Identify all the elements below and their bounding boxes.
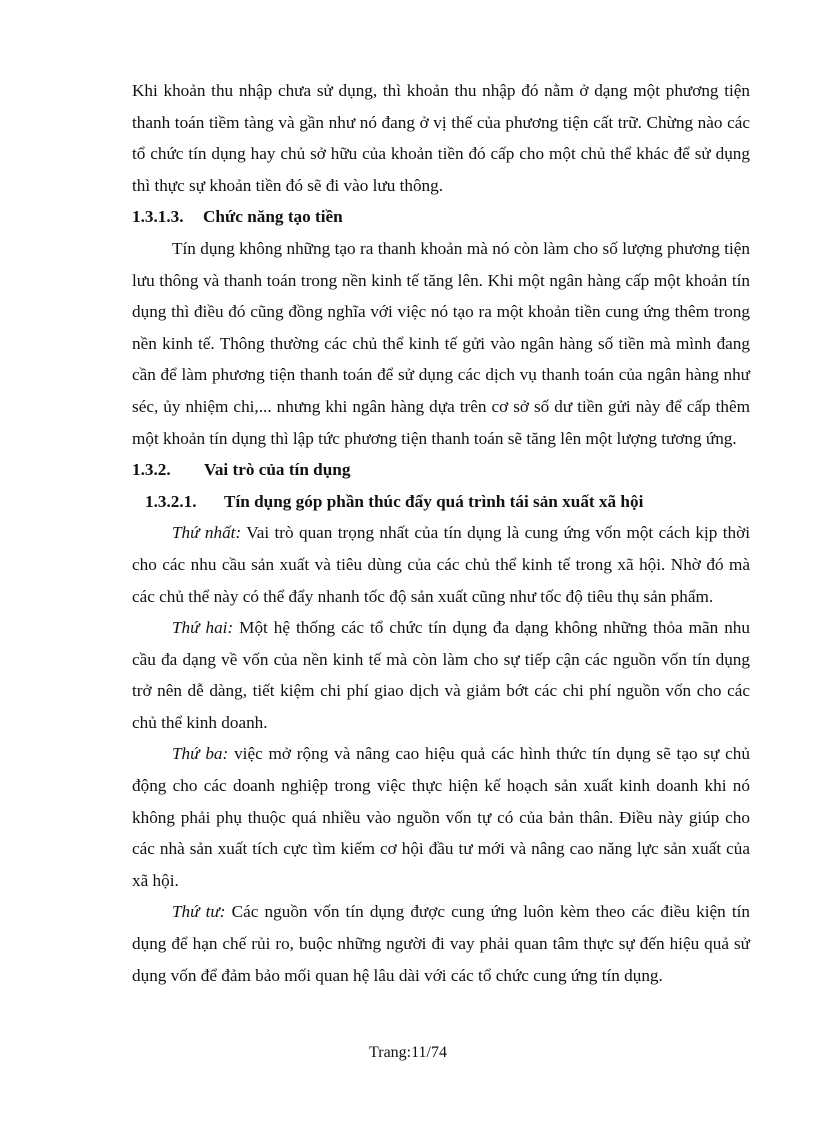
paragraph-lead: Thứ ba: — [172, 744, 229, 764]
section-title: Chức năng tạo tiền — [203, 207, 343, 227]
section-title: Vai trò của tín dụng — [204, 460, 351, 480]
paragraph-second-role — [132, 612, 750, 738]
paragraph-first-role — [132, 517, 750, 612]
section-number: 1.3.2. — [132, 460, 171, 480]
paragraph-text: việc mở rộng và nâng cao hiệu quả các hình thức tín dụng sẽ tạo sự chủ động cho các doanh nghiệp trong việc thực hiện kế hoạch sản xuất kinh doanh khi nó không phải phụ thuộc quá nhiều vào nguồn vốn tự có của bản thân. Điều này giúp cho các nhà sản xuất tích cực tìm kiếm cơ hội đầu tư mới và nâng cao năng lực sản xuất của xã hội. — [132, 744, 750, 890]
paragraph-text: Các nguồn vốn tín dụng được cung ứng luôn kèm theo các điều kiện tín dụng để hạn chế rủi ro, buộc những người đi vay phải quan tâm thực sự đến hiệu quả sử dụng vốn để đảm bảo mối quan hệ lâu dài với các tổ chức cung ứng tín dụng. — [132, 902, 751, 985]
section-title: Tín dụng góp phần thúc đẩy quá trình tái sản xuất xã hội — [224, 491, 644, 511]
paragraph-money-storage: Khi khoản thu nhập chưa sử dụng, thì khoản thu nhập đó nằm ở dạng một phương tiện thanh toán tiềm tàng và gần như nó đang ở vị thế của phương tiện cất trữ. Chừng nào các tổ chức tín dụng hay chủ sở hữu của khoản tiền đó cấp cho một chủ thể khác để sử dụng thì thực sự khoản tiền đó sẽ đi vào lưu thông. — [132, 81, 750, 195]
page-content — [132, 75, 750, 991]
paragraph-money-creation: Tín dụng không những tạo ra thanh khoản mà nó còn làm cho số lượng phương tiện lưu thông và thanh toán trong nền kinh tế tăng lên. Khi một ngân hàng cấp một khoản tín dụng thì điều đó cũng đồng nghĩa với việc nó tạo ra một khoản tiền cung ứng thêm trong nền kinh tế. Thông thường các chủ thể kinh tế gửi vào ngân hàng số tiền mà mình đang cần để làm phương tiện thanh toán để sử dụng các dịch vụ thanh toán của ngân hàng như séc, ủy nhiệm chi,... nhưng khi ngân hàng dựa trên cơ sở số dư tiền gửi này để cấp thêm một khoản tín dụng thì lập tức phương tiện thanh toán sẽ tăng lên một lượng tương ứng. — [132, 238, 750, 448]
page-number-footer: Trang:11/74 — [369, 1044, 447, 1061]
section-number: 1.3.1.3. — [132, 207, 184, 227]
paragraph-text: Vai trò quan trọng nhất của tín dụng là cung ứng vốn một cách kịp thời cho các nhu cầu sản xuất và tiêu dùng của các chủ thể kinh tế trong xã hội. Nhờ đó mà các chủ thể này có thể đẩy nhanh tốc độ sản xuất cũng như tốc độ tiêu thụ sản phẩm. — [132, 523, 750, 606]
section-number: 1.3.2.1. — [145, 491, 197, 511]
section-heading-1-3-2-1 — [132, 486, 750, 518]
paragraph-third-role — [132, 738, 750, 896]
paragraph-lead: Thứ tư: — [172, 902, 226, 922]
paragraph-text: Một hệ thống các tổ chức tín dụng đa dạng không những thỏa mãn nhu cầu đa dạng về vốn của nền kinh tế mà còn làm cho sự tiếp cận các nguồn vốn tín dụng trở nên dễ dàng, tiết kiệm chi phí giao dịch và giảm bớt các chi phí nguồn vốn cho các chủ thể kinh doanh. — [132, 618, 750, 732]
paragraph-lead: Thứ hai: — [172, 618, 234, 638]
section-heading-1-3-1-3 — [132, 201, 750, 233]
paragraph-fourth-role — [132, 896, 750, 991]
section-heading-1-3-2 — [132, 454, 750, 486]
paragraph-lead: Thứ nhất: — [172, 523, 242, 543]
